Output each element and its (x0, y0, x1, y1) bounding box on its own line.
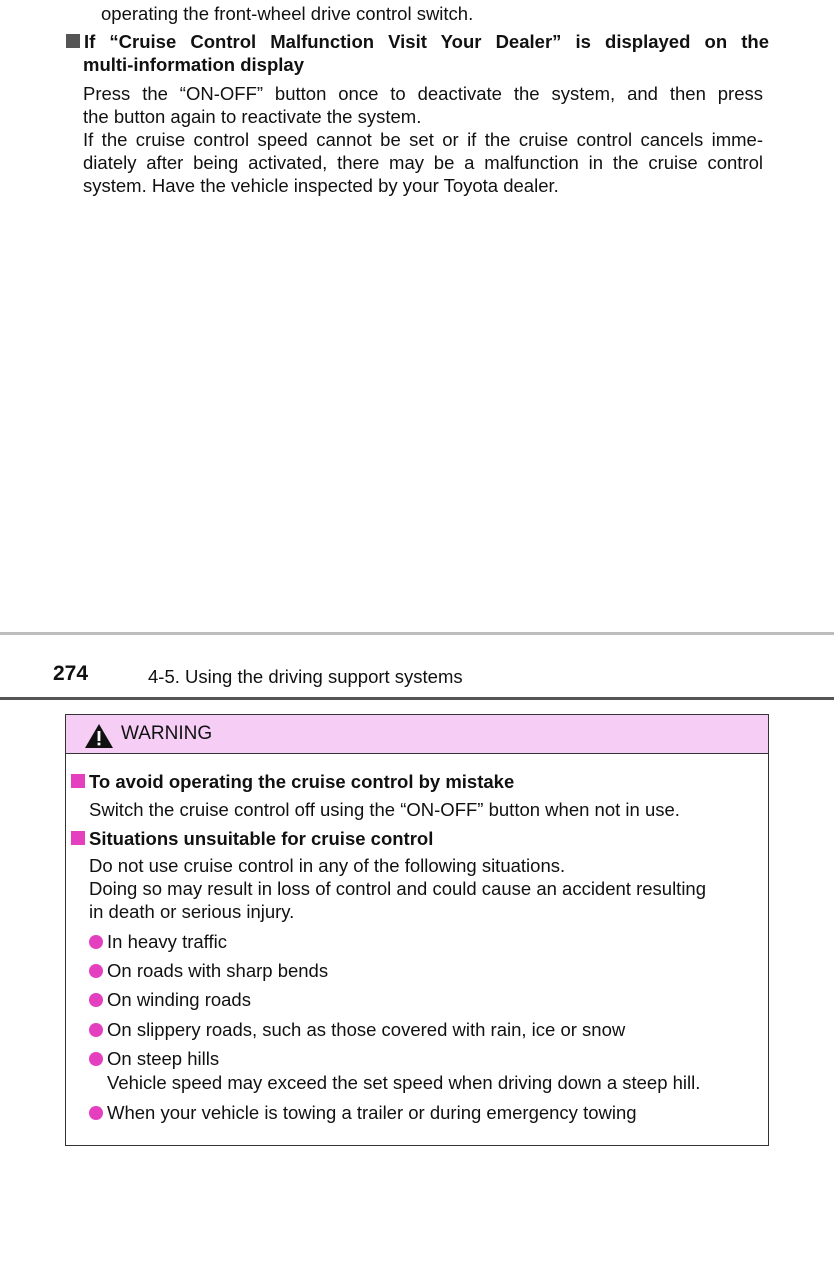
list-item (89, 1101, 637, 1124)
page-number: 274 (53, 662, 89, 685)
warning-heading-mistake-text: To avoid operating the cruise control by mistake (89, 771, 515, 792)
bullet-dot-icon (89, 964, 103, 978)
para2-line1: If the cruise control speed cannot be set or if the cruise control cancels imme- (83, 129, 763, 150)
bullet-dot-icon (89, 1052, 103, 1066)
heading-square-icon (66, 34, 80, 48)
heading-square-icon (71, 831, 85, 845)
warning-heading-mistake (71, 770, 514, 793)
situations-line3: in death or serious injury. (89, 901, 295, 922)
warning-header (66, 715, 768, 754)
warning-title: WARNING (121, 723, 213, 744)
bullet-dot-icon (89, 935, 103, 949)
bullet-text: In heavy traffic (107, 931, 227, 952)
bullet-dot-icon (89, 1106, 103, 1120)
warning-box (65, 714, 769, 1146)
bullet-dot-icon (89, 1023, 103, 1037)
warning-mistake-text: Switch the cruise control off using the “ON-OFF” button when not in use. (89, 799, 680, 820)
malfunction-heading (66, 30, 769, 53)
section-title: 4-5. Using the driving support systems (148, 666, 463, 687)
situations-line1: Do not use cruise control in any of the following situations. (89, 855, 566, 876)
bullet-text: When your vehicle is towing a trailer or during emergency towing (107, 1102, 637, 1123)
bullet-dot-icon (89, 993, 103, 1007)
page-divider-bottom (0, 697, 834, 700)
para2-line2: diately after being activated, there may be a malfunction in the cruise control (83, 152, 763, 173)
page-divider-top (0, 632, 834, 635)
list-item (89, 1018, 625, 1041)
bullet-text: On roads with sharp bends (107, 960, 329, 981)
situations-line2: Doing so may result in loss of control and could cause an accident resulting (89, 878, 707, 899)
para1-line1: Press the “ON-OFF” button once to deactivate the system, and then press (83, 83, 763, 104)
continuation-text: operating the front-wheel drive control switch. (101, 3, 474, 24)
bullet-text: On steep hills (107, 1048, 220, 1069)
list-item (89, 988, 251, 1011)
list-item (89, 1047, 219, 1070)
malfunction-heading-line2: multi-information display (83, 54, 304, 75)
heading-square-icon (71, 774, 85, 788)
warning-heading-situations (71, 827, 433, 850)
list-item (89, 959, 328, 982)
para2-line3: system. Have the vehicle inspected by your Toyota dealer. (83, 175, 559, 196)
list-item (89, 930, 227, 953)
bullet-text: On slippery roads, such as those covered with rain, ice or snow (107, 1019, 626, 1040)
bullet-text: On winding roads (107, 989, 251, 1010)
steep-hill-note: Vehicle speed may exceed the set speed when driving down a steep hill. (107, 1072, 701, 1093)
warning-triangle-icon (84, 723, 114, 749)
para1-line2: the button again to reactivate the system. (83, 106, 422, 127)
malfunction-heading-text: If “Cruise Control Malfunction Visit Your Dealer” is displayed on the (84, 31, 769, 52)
warning-heading-situations-text: Situations unsuitable for cruise control (89, 828, 434, 849)
